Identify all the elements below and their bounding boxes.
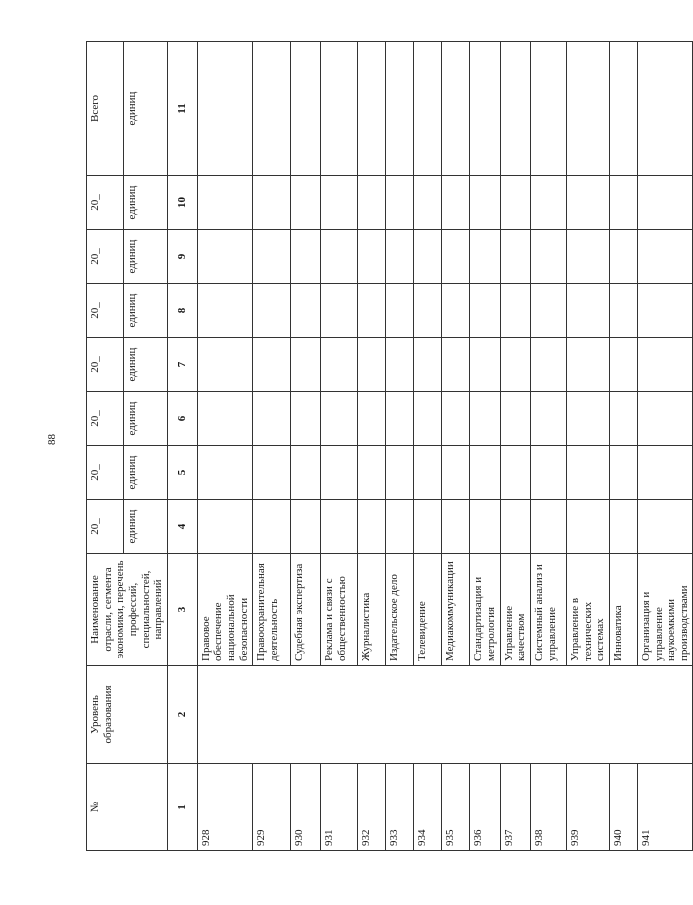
value-cell — [500, 338, 530, 392]
row-code: 930 — [291, 764, 321, 851]
value-cell — [637, 230, 693, 284]
header-unit: единиц — [124, 500, 168, 554]
value-cell — [609, 230, 637, 284]
column-number: 2 — [167, 666, 197, 764]
value-cell — [470, 230, 500, 284]
value-cell — [197, 446, 253, 500]
value-cell — [470, 500, 500, 554]
value-cell — [291, 284, 321, 338]
value-cell — [414, 42, 442, 176]
value-cell — [530, 446, 566, 500]
value-cell — [530, 176, 566, 230]
value-cell — [321, 42, 358, 176]
value-cell — [253, 230, 291, 284]
value-cell — [414, 446, 442, 500]
value-cell — [253, 284, 291, 338]
header-num: № — [87, 764, 168, 851]
value-cell — [358, 500, 386, 554]
header-name: Наименование отрасли, сегмента экономики, перечень профессий, специальностей, направлений — [87, 554, 168, 666]
value-cell — [500, 392, 530, 446]
header-unit: единиц — [124, 338, 168, 392]
column-number: 11 — [167, 42, 197, 176]
value-cell — [291, 176, 321, 230]
row-name: Стандартизация и метрология — [470, 554, 500, 666]
column-number: 4 — [167, 500, 197, 554]
value-cell — [386, 392, 414, 446]
value-cell — [291, 500, 321, 554]
row-code: 940 — [609, 764, 637, 851]
column-number: 3 — [167, 554, 197, 666]
value-cell — [442, 230, 470, 284]
value-cell — [386, 284, 414, 338]
value-cell — [609, 176, 637, 230]
header-unit: единиц — [124, 42, 168, 176]
value-cell — [566, 392, 609, 446]
column-number: 1 — [167, 764, 197, 851]
value-cell — [358, 284, 386, 338]
row-name: Медиакоммуникации — [442, 554, 470, 666]
value-cell — [197, 392, 253, 446]
row-name: Управление качеством — [500, 554, 530, 666]
value-cell — [291, 446, 321, 500]
row-name: Правовое обеспечение национальной безопасности — [197, 554, 253, 666]
value-cell — [253, 338, 291, 392]
value-cell — [321, 230, 358, 284]
value-cell — [470, 446, 500, 500]
header-unit: единиц — [124, 230, 168, 284]
header-year: 20_ — [87, 176, 124, 230]
value-cell — [358, 42, 386, 176]
header-year: 20_ — [87, 284, 124, 338]
column-number: 7 — [167, 338, 197, 392]
row-name: Судебная экспертиза — [291, 554, 321, 666]
value-cell — [637, 446, 693, 500]
row-code: 932 — [358, 764, 386, 851]
value-cell — [500, 230, 530, 284]
value-cell — [442, 446, 470, 500]
value-cell — [414, 284, 442, 338]
value-cell — [566, 230, 609, 284]
value-cell — [321, 392, 358, 446]
row-name: Управление в технических системах — [566, 554, 609, 666]
row-code: 938 — [530, 764, 566, 851]
value-cell — [414, 392, 442, 446]
value-cell — [530, 230, 566, 284]
value-cell — [609, 392, 637, 446]
column-number: 5 — [167, 446, 197, 500]
value-cell — [637, 176, 693, 230]
level-cell — [197, 666, 693, 764]
value-cell — [386, 230, 414, 284]
value-cell — [253, 392, 291, 446]
value-cell — [470, 338, 500, 392]
value-cell — [500, 446, 530, 500]
value-cell — [566, 446, 609, 500]
value-cell — [530, 500, 566, 554]
value-cell — [500, 176, 530, 230]
header-unit: единиц — [124, 392, 168, 446]
header-year: 20_ — [87, 500, 124, 554]
value-cell — [358, 392, 386, 446]
value-cell — [609, 42, 637, 176]
value-cell — [530, 338, 566, 392]
page-number: 88 — [46, 434, 58, 445]
header-year: 20_ — [87, 392, 124, 446]
row-code: 933 — [386, 764, 414, 851]
row-name: Правоохранительная деятельность — [253, 554, 291, 666]
row-code: 936 — [470, 764, 500, 851]
row-code: 929 — [253, 764, 291, 851]
value-cell — [442, 500, 470, 554]
value-cell — [414, 176, 442, 230]
value-cell — [386, 500, 414, 554]
value-cell — [566, 284, 609, 338]
row-name: Телевидение — [414, 554, 442, 666]
value-cell — [197, 284, 253, 338]
value-cell — [358, 176, 386, 230]
value-cell — [637, 338, 693, 392]
value-cell — [291, 42, 321, 176]
value-cell — [609, 284, 637, 338]
column-number: 8 — [167, 284, 197, 338]
value-cell — [291, 338, 321, 392]
row-code: 939 — [566, 764, 609, 851]
value-cell — [291, 230, 321, 284]
value-cell — [530, 284, 566, 338]
value-cell — [637, 500, 693, 554]
value-cell — [321, 284, 358, 338]
value-cell — [637, 284, 693, 338]
row-name: Журналистика — [358, 554, 386, 666]
value-cell — [197, 176, 253, 230]
value-cell — [321, 500, 358, 554]
value-cell — [197, 230, 253, 284]
value-cell — [442, 338, 470, 392]
row-code: 931 — [321, 764, 358, 851]
row-code: 941 — [637, 764, 693, 851]
value-cell — [197, 338, 253, 392]
value-cell — [470, 392, 500, 446]
value-cell — [442, 392, 470, 446]
row-code: 937 — [500, 764, 530, 851]
value-cell — [609, 446, 637, 500]
value-cell — [414, 500, 442, 554]
header-year: 20_ — [87, 338, 124, 392]
value-cell — [530, 42, 566, 176]
value-cell — [609, 338, 637, 392]
value-cell — [442, 176, 470, 230]
header-total: Всего — [87, 42, 124, 176]
value-cell — [566, 42, 609, 176]
row-name: Инноватика — [609, 554, 637, 666]
value-cell — [291, 392, 321, 446]
row-name: Системный анализ и управление — [530, 554, 566, 666]
value-cell — [386, 176, 414, 230]
data-table — [86, 41, 693, 851]
value-cell — [566, 338, 609, 392]
value-cell — [358, 338, 386, 392]
value-cell — [442, 42, 470, 176]
value-cell — [637, 42, 693, 176]
value-cell — [386, 446, 414, 500]
value-cell — [500, 284, 530, 338]
value-cell — [197, 42, 253, 176]
column-number-row — [167, 42, 197, 851]
value-cell — [609, 500, 637, 554]
row-code: 935 — [442, 764, 470, 851]
value-cell — [566, 176, 609, 230]
row-name: Издательское дело — [386, 554, 414, 666]
value-cell — [442, 284, 470, 338]
value-cell — [197, 500, 253, 554]
column-number: 6 — [167, 392, 197, 446]
value-cell — [530, 392, 566, 446]
value-cell — [386, 338, 414, 392]
value-cell — [500, 42, 530, 176]
value-cell — [321, 446, 358, 500]
row-code: 934 — [414, 764, 442, 851]
value-cell — [358, 230, 386, 284]
value-cell — [637, 392, 693, 446]
header-level: Уровень образования — [87, 666, 168, 764]
value-cell — [414, 230, 442, 284]
table-row — [197, 42, 253, 851]
value-cell — [566, 500, 609, 554]
header-unit: единиц — [124, 176, 168, 230]
row-name: Организация и управление наукоемкими производствами — [637, 554, 693, 666]
header-unit: единиц — [124, 446, 168, 500]
value-cell — [470, 284, 500, 338]
value-cell — [253, 42, 291, 176]
value-cell — [470, 42, 500, 176]
value-cell — [386, 42, 414, 176]
value-cell — [253, 500, 291, 554]
row-name: Реклама и связи с общественностью — [321, 554, 358, 666]
value-cell — [414, 338, 442, 392]
header-year: 20_ — [87, 230, 124, 284]
rotated-table-container — [86, 42, 690, 851]
row-code: 928 — [197, 764, 253, 851]
value-cell — [321, 338, 358, 392]
column-number: 9 — [167, 230, 197, 284]
header-year: 20_ — [87, 446, 124, 500]
header-unit: единиц — [124, 284, 168, 338]
value-cell — [470, 176, 500, 230]
value-cell — [253, 176, 291, 230]
value-cell — [321, 176, 358, 230]
value-cell — [253, 446, 291, 500]
value-cell — [500, 500, 530, 554]
value-cell — [358, 446, 386, 500]
column-number: 10 — [167, 176, 197, 230]
